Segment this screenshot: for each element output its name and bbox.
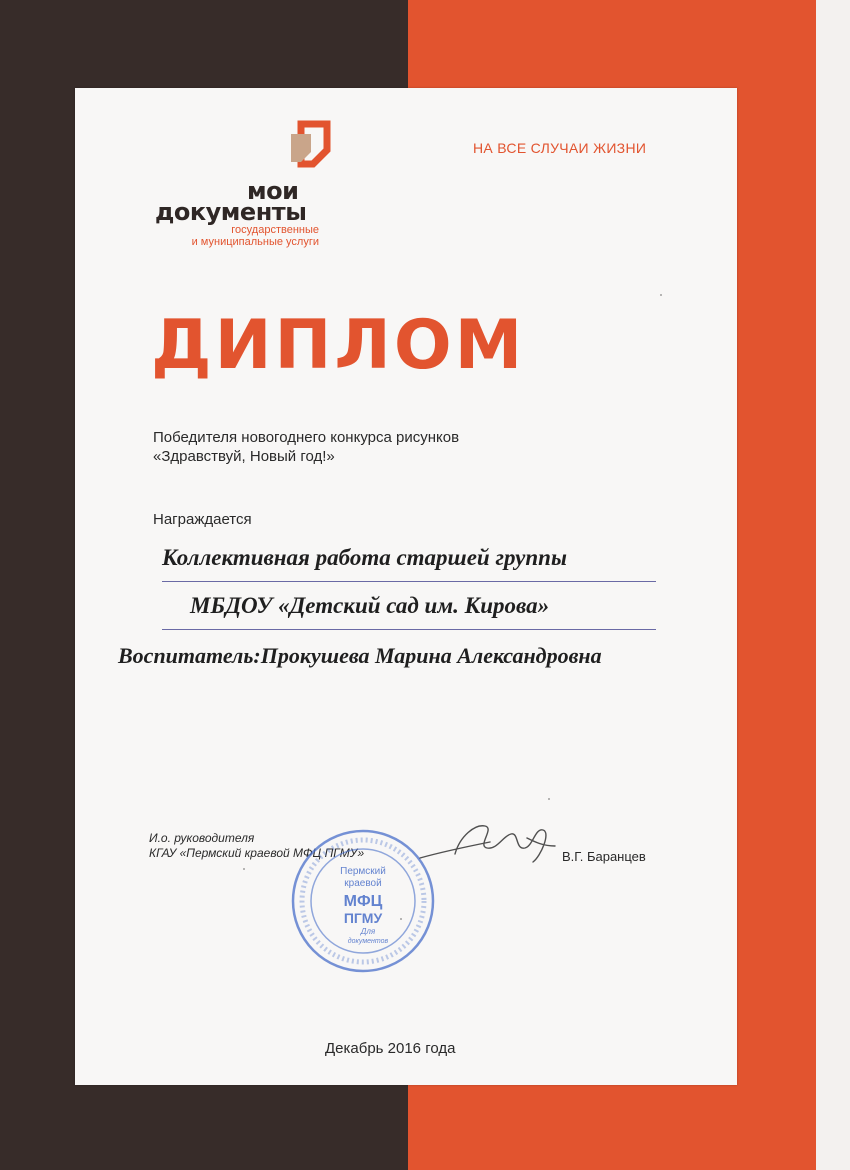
scan-margin [816, 0, 850, 1170]
stamp-line2: краевой [344, 878, 382, 889]
underline [162, 581, 656, 582]
signer-name: В.Г. Баранцев [562, 849, 646, 864]
handwritten-signature-icon [415, 816, 565, 876]
stamp-line4: ПГМУ [343, 910, 383, 926]
stamp-line3: МФЦ [343, 893, 383, 910]
awardee-line1: Коллективная работа старшей группы [162, 545, 567, 570]
logo-subtitle [159, 224, 319, 248]
awarded-label: Награждается [153, 511, 252, 528]
logo-subtitle-line2: и муниципальные услуги [191, 236, 319, 248]
underline [162, 629, 656, 630]
scan-speck [243, 868, 245, 870]
contest-description-line1: Победителя новогоднего конкурса рисунков [153, 429, 460, 446]
signer-position: И.о. руководителя [149, 831, 255, 845]
logo-subtitle-line1: государственные [231, 224, 319, 236]
moi-dokumenty-logo-icon [287, 120, 331, 168]
scan-speck [548, 798, 550, 800]
stamp-line1: Пермский [340, 866, 386, 877]
slogan: НА ВСЕ СЛУЧАИ ЖИЗНИ [473, 140, 647, 156]
logo-word-dokumenty: документы [155, 198, 307, 226]
issue-date: Декабрь 2016 года [325, 1040, 456, 1057]
contest-description-line2: «Здравствуй, Новый год!» [153, 448, 335, 465]
awardee-line3: Воспитатель:Прокушева Марина Александровна [118, 643, 602, 668]
awardee-line2: МБДОУ «Детский сад им. Кирова» [190, 593, 550, 618]
stamp-line5: Для [360, 927, 376, 936]
scan-speck [400, 918, 402, 920]
stamp-line6: документов [347, 938, 389, 945]
logo-word-moi: мои [247, 177, 299, 205]
signer-organization: КГАУ «Пермский краевой МФЦ ПГМУ» [149, 846, 365, 860]
scan-speck [660, 294, 662, 296]
diploma-sheet [75, 88, 737, 1085]
contest-description [153, 428, 573, 466]
diploma-title: ДИПЛОМ [151, 306, 526, 385]
